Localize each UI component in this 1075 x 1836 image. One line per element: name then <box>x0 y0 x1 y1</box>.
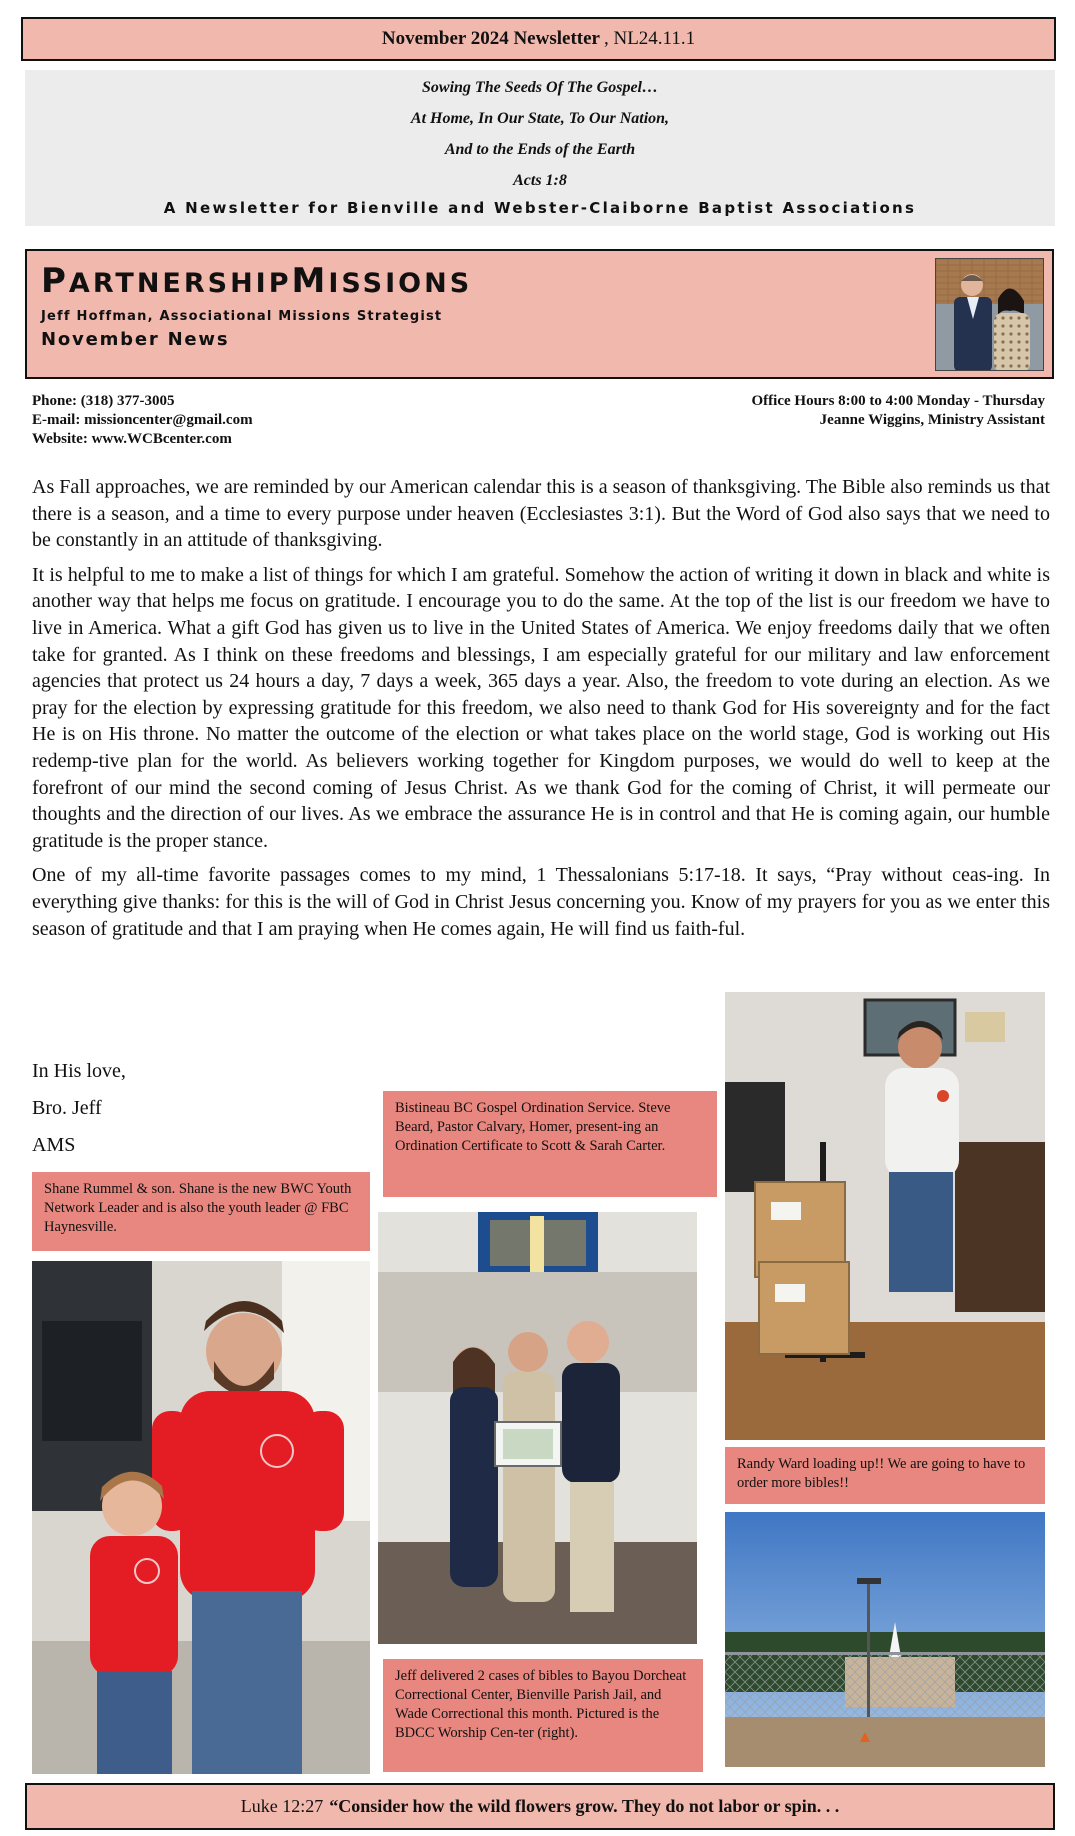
office-hours-text: Office Hours 8:00 to 4:00 Monday - Thursday <box>751 393 1045 409</box>
motto-line: And to the Ends of the Earth <box>444 141 636 158</box>
article-body <box>32 474 1050 950</box>
article-paragraph: It is helpful to me to make a list of things for which I am grateful. Somehow the action of writing it down in black and white is another way that helps me focus on gratitude. I encourage you to do the same. At the top of the list is our freedom we have to live in America. What a gift God has given us to live in the United States of America. We enjoy freedoms daily that we often take for granted. As I think on these freedoms and blessings, I am especially grateful for our military and law enforcement agencies that protect us 24 hours a day, 7 days a week, 365 days a year. Also, the freedom to vote during an election. As we pray for the election by expressing gratitude for this freedom, we also need to thank God for His sovereignty and for the fact He is on His throne. No matter the outcome of the election or what takes place on the world stage, God is working out His redemp-tive plan for the world. As believers working together for Kingdom purposes, we would do well to keep at the forefront of our mind the second coming of Jesus Christ. As we thank God for the coming of Christ, it will permeate our thoughts and the direction of our lives. As we embrace the assurance He is in control and that He is coming again, our humble gratitude is the proper stance. <box>32 563 1050 852</box>
couple-photo <box>935 258 1044 371</box>
website-text[interactable]: Website: www.WCBcenter.com <box>32 431 232 447</box>
header-subtitle: Jeff Hoffman, Associational Missions Strategist <box>41 309 443 324</box>
randy-with-boxes-photo <box>725 992 1045 1440</box>
motto-block <box>25 70 1055 226</box>
signoff-line: Bro. Jeff <box>32 1097 102 1119</box>
associations-line: A Newsletter for Bienville and Webster-Claiborne Baptist Associations <box>163 199 917 217</box>
phone-text: Phone: (318) 377-3005 <box>32 393 175 409</box>
header-title: PARTNERSHIPMISSIONS <box>41 261 473 301</box>
partnership-missions-header <box>25 249 1054 379</box>
article-paragraph: One of my all-time favorite passages comes to my mind, 1 Thessalonians 5:17-18. It says, “Pray without ceas-ing. In everything give thanks: for this is the will of God in Christ Jesus concerning you. Know of my prayers for you as we enter this season of gratitude and that I am praying when He comes again, He will find us faith-ful. <box>32 864 1050 940</box>
shane-and-son-photo <box>32 1261 370 1774</box>
contact-right <box>752 392 1045 430</box>
caption-shane: Shane Rummel & son. Shane is the new BWC Youth Network Leader and is also the youth leader @ FBC Haynesville. <box>32 1172 370 1251</box>
caption-bistineau: Bistineau BC Gospel Ordination Service. Steve Beard, Pastor Calvary, Homer, present-ing an Ordination Certificate to Scott & Sarah Carter. <box>383 1091 717 1197</box>
ordination-photo <box>378 1212 697 1644</box>
header-news: November News <box>41 329 230 350</box>
caption-jeff: Jeff delivered 2 cases of bibles to Bayou Dorcheat Correctional Center, Bienville Parish Jail, and Wade Correctional this month. Pictured is the BDCC Worship Cen-ter (right). <box>383 1659 703 1772</box>
signoff-line: AMS <box>32 1134 76 1156</box>
motto-line: At Home, In Our State, To Our Nation, <box>410 110 670 127</box>
footer-verse-banner <box>25 1783 1055 1830</box>
motto-line: Sowing The Seeds Of The Gospel… <box>422 79 658 96</box>
verse-text: “Consider how the wild flowers grow. They do not labor or spin. . . <box>329 1796 840 1816</box>
verse-reference: Luke 12:27 <box>240 1796 324 1816</box>
assistant-text: Jeanne Wiggins, Ministry Assistant <box>819 412 1045 428</box>
contact-left <box>32 392 253 449</box>
newsletter-issue: , NL24.11.1 <box>603 28 696 49</box>
worship-center-photo <box>725 1512 1045 1767</box>
newsletter-banner <box>21 17 1056 61</box>
motto-line: Acts 1:8 <box>513 172 567 189</box>
email-text[interactable]: E-mail: missioncenter@gmail.com <box>32 412 253 428</box>
signoff <box>32 1053 126 1164</box>
caption-randy: Randy Ward loading up!! We are going to have to order more bibles!! <box>725 1447 1045 1504</box>
article-paragraph: As Fall approaches, we are reminded by our American calendar this is a season of thanksgiving. The Bible also reminds us that there is a season, and a time to every purpose under heaven (Ecclesiastes 3:1). But the Word of God also says that we need to be constantly in an attitude of thanksgiving. <box>32 476 1050 552</box>
signoff-line: In His love, <box>32 1060 126 1082</box>
newsletter-title: November 2024 Newsletter <box>381 28 600 49</box>
